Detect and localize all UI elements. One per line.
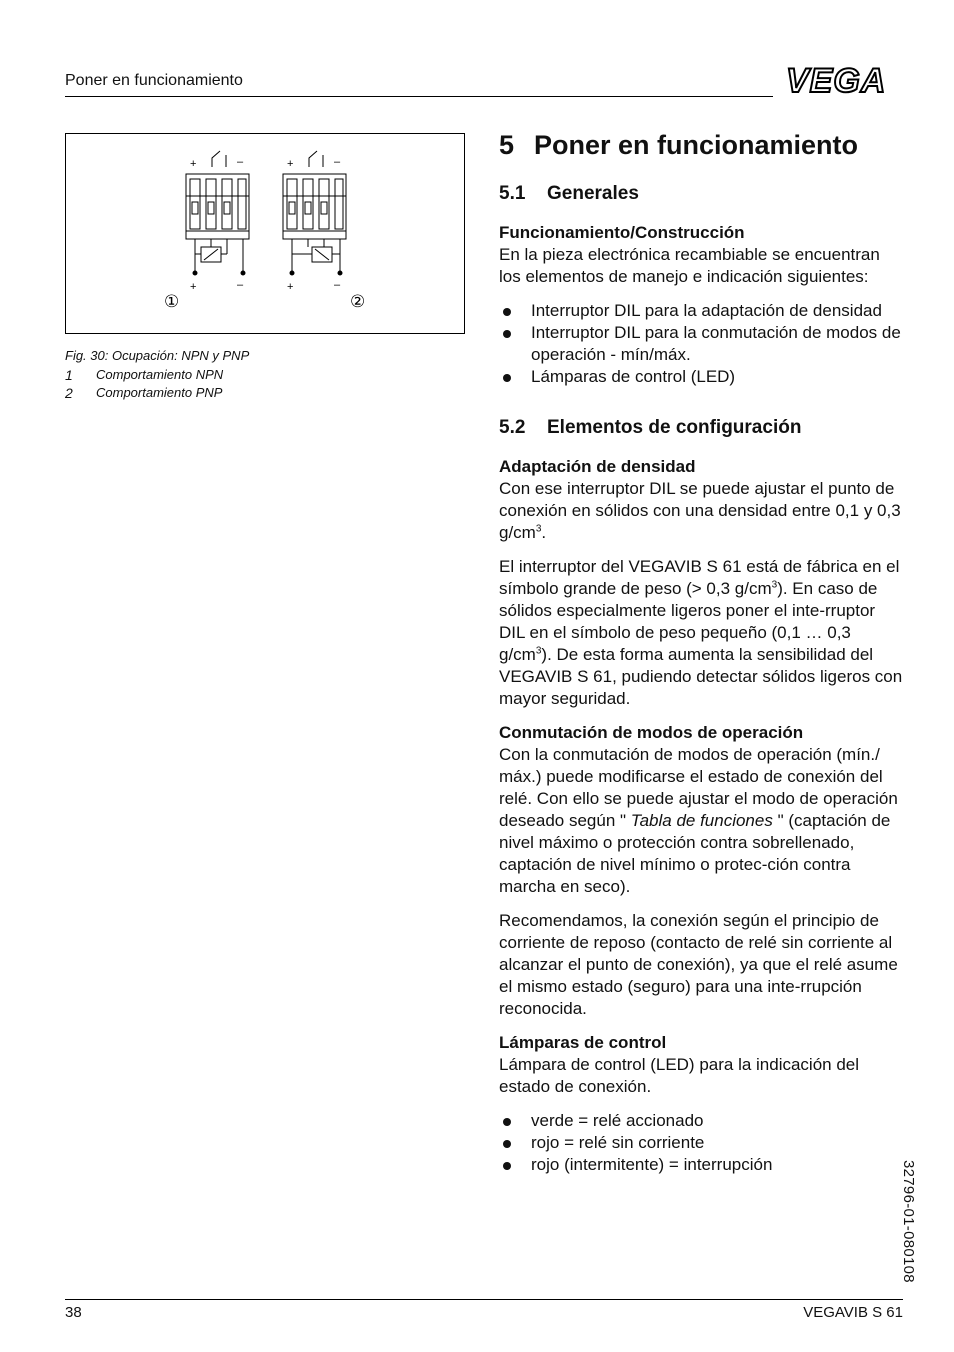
wiring-figure: [65, 133, 465, 334]
footer-rule: [65, 1299, 903, 1300]
paragraph: En la pieza electrónica recambiable se encuentran los elementos de manejo e indicación siguientes:: [499, 245, 880, 286]
paragraph: Con la conmutación de modos de operación (mín./ máx.) puede modificarse el estado de conexión del relé. Con ello se puede ajustar el modo de operación deseado según " Tabla de funciones " (captación de nivel máximo o protección contra sobrellenado, captación de nivel mínimo o protec-ción contra marcha en seco).: [499, 745, 898, 896]
list-item: rojo = relé sin corriente: [499, 1132, 903, 1154]
plus-label: +: [190, 281, 197, 293]
minus-label: –: [237, 156, 244, 168]
plus-label: +: [190, 158, 197, 170]
bullet-list: [499, 1110, 903, 1176]
subheading: Lámparas de control: [499, 1033, 667, 1052]
main-column: [499, 128, 903, 1176]
list-item: Interruptor DIL para la adaptación de densidad: [499, 300, 903, 322]
paragraph: Lámpara de control (LED) para la indicación del estado de conexión.: [499, 1055, 860, 1096]
legend-item: 2 Comportamiento PNP: [65, 385, 223, 401]
section-heading-5-1: 5.1 Generales: [499, 183, 639, 204]
legend-item: 1 Comportamiento NPN: [65, 366, 224, 383]
header-rule: [65, 96, 773, 97]
marker-pnp: ②: [350, 292, 366, 312]
paragraph: Recomendamos, la conexión según el principio de corriente de reposo (contacto de relé sin corriente al alcanzar el punto de conexión), ya que el relé asume el mismo estado (seguro) para una inte-rrupción reconocida.: [499, 911, 898, 1018]
running-header: Poner en funcionamiento: [65, 72, 243, 89]
list-item: Lámparas de control (LED): [499, 366, 903, 388]
figure-caption-block: [65, 347, 249, 403]
plus-label: +: [287, 281, 294, 293]
chapter-heading: 5 Poner en funcionamiento: [499, 130, 859, 160]
paragraph: El interruptor del VEGAVIB S 61 está de fábrica en el símbolo grande de peso (> 0,3 $g/cm^3$). En caso de sólidos especialmente ligeros poner el inte-rruptor DIL en el símbolo de peso pequeño (0,1 … 0,3 $g/cm^3$). De esta forma aumenta la sensibilidad del VEGAVIB S 61, pudiendo detectar sólidos ligeros con mayor seguridad.: [499, 557, 903, 708]
subheading: Adaptación de densidad: [499, 457, 696, 476]
product-name: VEGAVIB S 61: [803, 1304, 903, 1321]
list-item: Interruptor DIL para la conmutación de modos de operación - mín/máx.: [499, 322, 903, 366]
page-number: 38: [65, 1304, 82, 1321]
document-code: 32796-01-080108: [900, 1160, 917, 1283]
minus-label: –: [334, 156, 341, 168]
list-item: verde = relé accionado: [499, 1110, 903, 1132]
section-heading-5-2: 5.2 Elementos de configuración: [499, 417, 802, 438]
bullet-list: [499, 300, 903, 388]
minus-label: –: [237, 279, 244, 291]
figure-caption: Fig. 30: Ocupación: NPN y PNP: [65, 348, 250, 363]
list-item: rojo (intermitente) = interrupción: [499, 1154, 903, 1176]
vega-logo: [784, 62, 902, 98]
subheading: Funcionamiento/Construcción: [499, 223, 745, 242]
wiring-diagram: [66, 134, 464, 333]
marker-npn: ①: [164, 292, 180, 312]
logo-text: VEGA: [786, 62, 887, 98]
plus-label: +: [287, 158, 294, 170]
paragraph: Con ese interruptor DIL se puede ajustar el punto de conexión en sólidos con una densidad entre 0,1 y 0,3 $g/cm^3$.: [499, 479, 901, 542]
minus-label: –: [334, 279, 341, 291]
subheading: Conmutación de modos de operación: [499, 723, 804, 742]
